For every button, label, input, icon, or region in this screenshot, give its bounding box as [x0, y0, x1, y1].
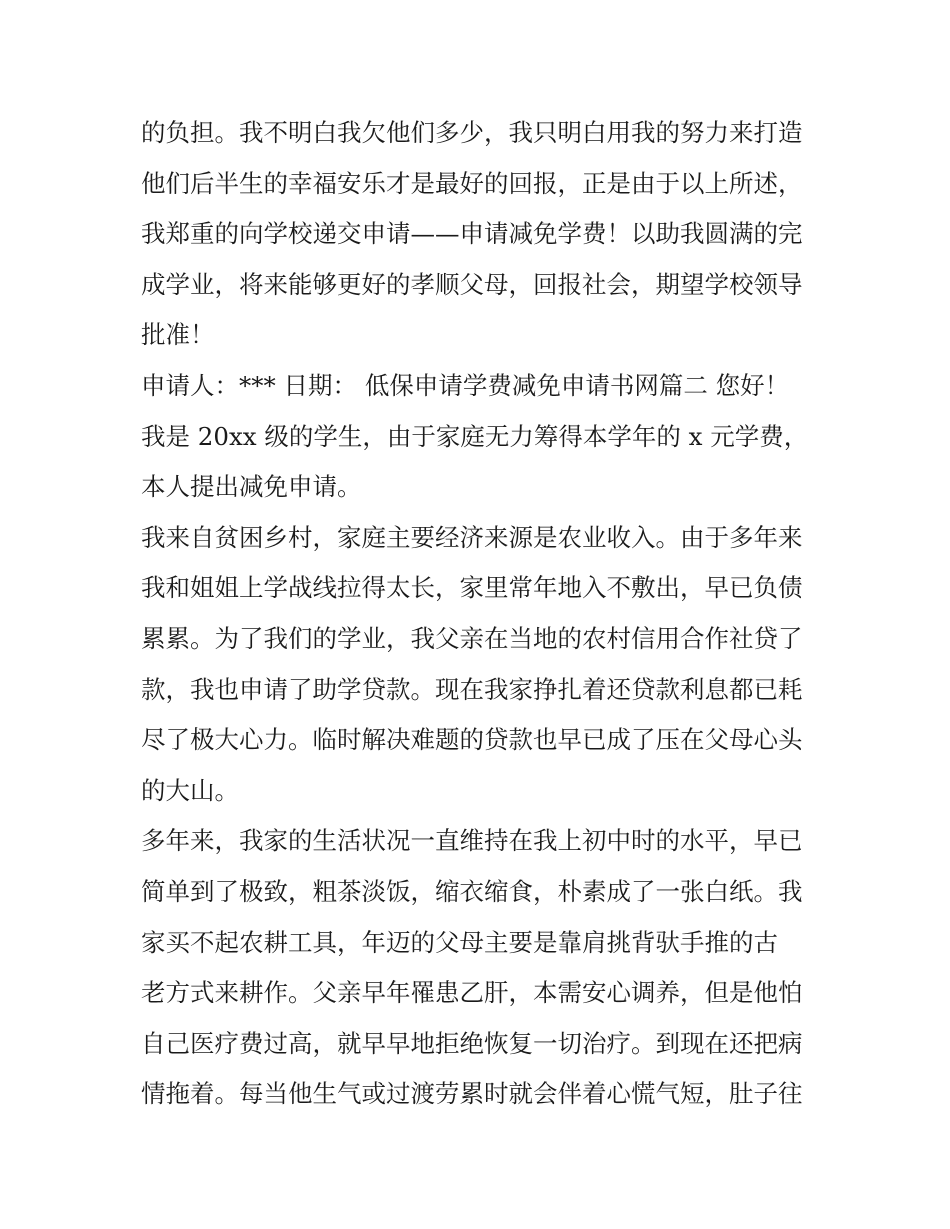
text-line: 我来自贫困乡村，家庭主要经济来源是农业收入。由于多年来 — [141, 522, 803, 552]
text-line: 的大山。 — [141, 775, 239, 805]
text-line: 老方式来耕作。父亲早年罹患乙肝，本需安心调养，但是他怕 — [141, 978, 803, 1008]
text-line: 自己医疗费过高，就早早地拒绝恢复一切治疗。到现在还把病 — [141, 1028, 803, 1058]
text-line: 简单到了极致，粗茶淡饭，缩衣缩食，朴素成了一张白纸。我 — [141, 876, 803, 906]
text-line: 尽了极大心力。临时解决难题的贷款也早已成了压在父母心头 — [141, 725, 803, 755]
text-line: 我是 20xx 级的学生，由于家庭无力筹得本学年的 x 元学费， — [141, 421, 809, 451]
text-line: 累累。为了我们的学业，我父亲在当地的农村信用合作社贷了 — [141, 623, 803, 653]
text-line: 情拖着。每当他生气或过渡劳累时就会伴着心慌气短，肚子往 — [141, 1079, 803, 1109]
text-line: 批准！ — [141, 320, 215, 350]
document-body — [141, 108, 821, 1120]
text-line: 我郑重的向学校递交申请——申请减免学费！以助我圆满的完 — [141, 219, 803, 249]
text-line: 家买不起农耕工具，年迈的父母主要是靠肩挑背驮手推的古 — [141, 927, 778, 957]
text-line: 款，我也申请了助学贷款。现在我家挣扎着还贷款利息都已耗 — [141, 674, 803, 704]
text-line: 的负担。我不明白我欠他们多少，我只明白用我的努力来打造 — [141, 118, 803, 147]
text-line: 多年来，我家的生活状况一直维持在我上初中时的水平，早已 — [141, 826, 803, 856]
text-line: 他们后半生的幸福安乐才是最好的回报，正是由于以上所述， — [141, 168, 803, 198]
text-line: 我和姐姐上学战线拉得太长，家里常年地入不敷出，早已负债 — [141, 573, 803, 603]
text-line: 本人提出减免申请。 — [141, 472, 362, 502]
text-line: 成学业，将来能够更好的孝顺父母，回报社会，期望学校领导 — [141, 269, 803, 299]
applicant-line: 申请人：*** 日期： 低保申请学费减免申请书网篇二 您好！ — [141, 370, 790, 400]
